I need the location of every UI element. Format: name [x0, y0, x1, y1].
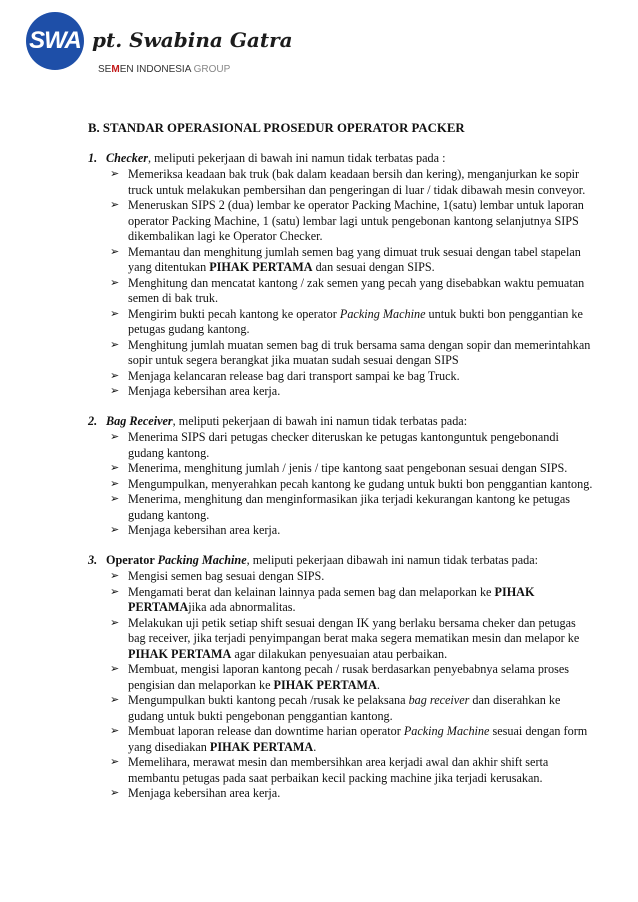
- list-item: [88, 430, 593, 461]
- arrow-bullet-icon: ➢: [110, 787, 120, 799]
- arrow-bullet-icon: ➢: [110, 756, 120, 768]
- arrow-bullet-icon: ➢: [110, 725, 120, 737]
- arrow-bullet-icon: ➢: [110, 276, 120, 289]
- item-text: Menjaga kebersihan area kerja.: [128, 384, 281, 398]
- list-item: [88, 523, 593, 539]
- arrow-bullet-icon: ➢: [110, 431, 120, 443]
- party-name: PIHAK PERTAMA: [209, 260, 313, 274]
- arrow-bullet-icon: ➢: [110, 570, 120, 582]
- item-text: Meneruskan SIPS 2 (dua) lembar ke operator Packing Machine, 1(satu) lembar untuk laporan operator Packing Machine, 1 (satu) lembar lagi untuk pengebonan kantong selanjutnya SIPS dikembalikan lagi ke Operator Checker.: [128, 198, 584, 243]
- item-text: Membuat, mengisi laporan kantong pecah / rusak berdasarkan penyebabnya selama proses pengisian dan melaporkan ke: [128, 662, 569, 692]
- item-text: Memantau dan menghitung jumlah semen bag yang dimuat truk sesuai dengan tabel stapelan yang ditentukan: [128, 244, 581, 274]
- item-text: Mengumpulkan bukti kantong pecah /rusak ke pelaksana: [128, 693, 409, 707]
- section-1: [88, 151, 593, 400]
- item-text: Membuat laporan release dan downtime harian operator: [128, 724, 404, 738]
- list-item: [88, 338, 593, 369]
- list-item: [88, 755, 593, 786]
- list-item: [88, 662, 593, 693]
- swa-logo-mark: SWA: [26, 12, 84, 70]
- item-text: untuk bukti bon penggantian ke petugas gudang kantong.: [128, 306, 583, 336]
- section-title: [88, 151, 593, 167]
- section-number: 2.: [88, 413, 98, 428]
- arrow-bullet-icon: ➢: [110, 168, 120, 180]
- list-item: [88, 616, 593, 663]
- list-item: [88, 477, 593, 493]
- item-text: Melakukan uji petik setiap shift sesuai dengan IK yang berlaku bersama cheker dan petugas bag receiver, jika terjadi penyimpangan berat maka segera mematikan mesin dan melapor ke: [128, 615, 580, 645]
- item-text: Menerima SIPS dari petugas checker diteruskan ke petugas kantonguntuk pengebonandi gudang kantong.: [128, 430, 559, 460]
- item-text: .: [313, 739, 317, 754]
- italic-term: Packing Machine: [339, 306, 426, 321]
- item-text: Menghitung jumlah muatan semen bag di truk bersama sama dengan sopir dan memerintahkan sopir untuk segera berangkat jika muatan sudah sesuai dengan SIPS: [128, 337, 591, 367]
- item-text: Menjaga kebersihan area kerja.: [128, 786, 281, 800]
- arrow-bullet-icon: ➢: [110, 493, 120, 505]
- item-text: dan diserahkan ke gudang untuk bukti pengebonan penggantian kantong.: [128, 693, 561, 723]
- item-text: Mengamati berat dan kelainan lainnya pada semen bag dan melaporkan ke: [128, 584, 495, 599]
- list-item: [88, 492, 593, 523]
- section-role: [158, 553, 247, 567]
- party-name: PIHAK PERTAMA: [128, 584, 535, 614]
- section-title-rest: , meliputi pekerjaan di bawah ini namun tidak terbatas pada:: [172, 413, 468, 428]
- list-item: [88, 198, 593, 245]
- item-text: Menghitung dan mencatat kantong / zak semen yang pecah yang disebabkan waktu pemuatan semen di bak truk.: [128, 275, 585, 305]
- party-name: PIHAK PERTAMA: [209, 739, 314, 754]
- item-text: Mengirim bukti pecah kantong ke operator: [128, 306, 340, 321]
- list-item: [88, 585, 593, 616]
- arrow-bullet-icon: ➢: [110, 663, 120, 675]
- section-role-name: Checker: [106, 150, 148, 165]
- section-title: [88, 414, 593, 430]
- logo-company-name: pt. Swabina Gatra: [92, 28, 293, 52]
- arrow-bullet-icon: ➢: [110, 385, 120, 397]
- italic-term: Packing Machine: [403, 724, 490, 738]
- item-text: .: [376, 677, 380, 692]
- arrow-bullet-icon: ➢: [110, 245, 120, 258]
- item-list: [88, 167, 593, 400]
- party-name: PIHAK PERTAMA: [128, 646, 232, 661]
- arrow-bullet-icon: ➢: [110, 477, 120, 490]
- italic-term: bag receiver: [408, 693, 470, 707]
- item-text: jika ada abnormalitas.: [188, 600, 296, 614]
- item-text: Menerima, menghitung jumlah / jenis / tipe kantong saat pengebonan sesuai dengan SIPS.: [128, 461, 568, 475]
- section-title: [88, 553, 593, 569]
- item-text: Mengisi semen bag sesuai dengan SIPS.: [128, 569, 325, 583]
- section-role: [106, 414, 173, 428]
- company-logo: [26, 12, 293, 75]
- document-body: [88, 121, 593, 816]
- list-item: [88, 569, 593, 585]
- section-title-rest: , meliputi pekerjaan di bawah ini namun tidak terbatas pada :: [147, 150, 446, 165]
- arrow-bullet-icon: ➢: [110, 307, 120, 320]
- arrow-bullet-icon: ➢: [110, 462, 120, 474]
- list-item: [88, 724, 593, 755]
- logo-group-name: SEMEN INDONESIA GROUP: [98, 64, 231, 75]
- section-3: [88, 553, 593, 802]
- list-item: [88, 461, 593, 477]
- item-text: Menerima, menghitung dan menginformasikan jika terjadi kekurangan kantong ke petugas gudang kantong.: [128, 492, 571, 522]
- item-list: [88, 430, 593, 539]
- arrow-bullet-icon: ➢: [110, 338, 120, 351]
- item-text: Menjaga kelancaran release bag dari transport sampai ke bag Truck.: [128, 368, 460, 383]
- sections-container: [88, 151, 593, 802]
- arrow-bullet-icon: ➢: [110, 369, 120, 382]
- section-role-name: Packing Machine: [157, 552, 247, 567]
- section-role: [106, 151, 148, 165]
- list-item: [88, 369, 593, 385]
- arrow-bullet-icon: ➢: [110, 199, 120, 211]
- list-item: [88, 786, 593, 802]
- section-title-prefix: Operator: [106, 552, 158, 567]
- list-item: [88, 384, 593, 400]
- item-text: Menjaga kebersihan area kerja.: [128, 523, 281, 537]
- item-text: Memelihara, merawat mesin dan membersihkan area kerjadi awal dan akhir shift serta membantu petugas pada saat perbaikan kecil packing machine jika terjadi kerusakan.: [128, 755, 549, 785]
- list-item: [88, 276, 593, 307]
- item-list: [88, 569, 593, 802]
- section-number: 3.: [88, 552, 98, 567]
- list-item: [88, 245, 593, 276]
- item-text: dan sesuai dengan SIPS.: [312, 260, 435, 274]
- arrow-bullet-icon: ➢: [110, 524, 120, 536]
- item-text: agar dilakukan penyesuaian atau perbaikan.: [231, 646, 448, 661]
- arrow-bullet-icon: ➢: [110, 616, 120, 629]
- document-heading: B. STANDAR OPERASIONAL PROSEDUR OPERATOR PACKER: [88, 121, 465, 135]
- party-name: PIHAK PERTAMA: [273, 677, 377, 692]
- list-item: [88, 693, 593, 724]
- arrow-bullet-icon: ➢: [110, 694, 120, 706]
- section-number: 1.: [88, 150, 98, 165]
- item-text: Memeriksa keadaan bak truk (bak dalam keadaan bersih dan kering), menganjurkan ke sopir truck untuk melakukan pembersihan dan pengeringan di luar / tidak dibawah mesin conveyor.: [128, 167, 586, 197]
- item-text: sesuai dengan form yang disediakan: [128, 724, 588, 754]
- arrow-bullet-icon: ➢: [110, 585, 120, 598]
- item-text: Mengumpulkan, menyerahkan pecah kantong ke gudang untuk bukti bon penggantian kantong.: [128, 476, 593, 491]
- list-item: [88, 167, 593, 198]
- section-title-rest: , meliputi pekerjaan dibawah ini namun tidak terbatas pada:: [246, 552, 538, 567]
- list-item: [88, 307, 593, 338]
- section-role-name: Bag Receiver: [106, 413, 173, 428]
- section-2: [88, 414, 593, 539]
